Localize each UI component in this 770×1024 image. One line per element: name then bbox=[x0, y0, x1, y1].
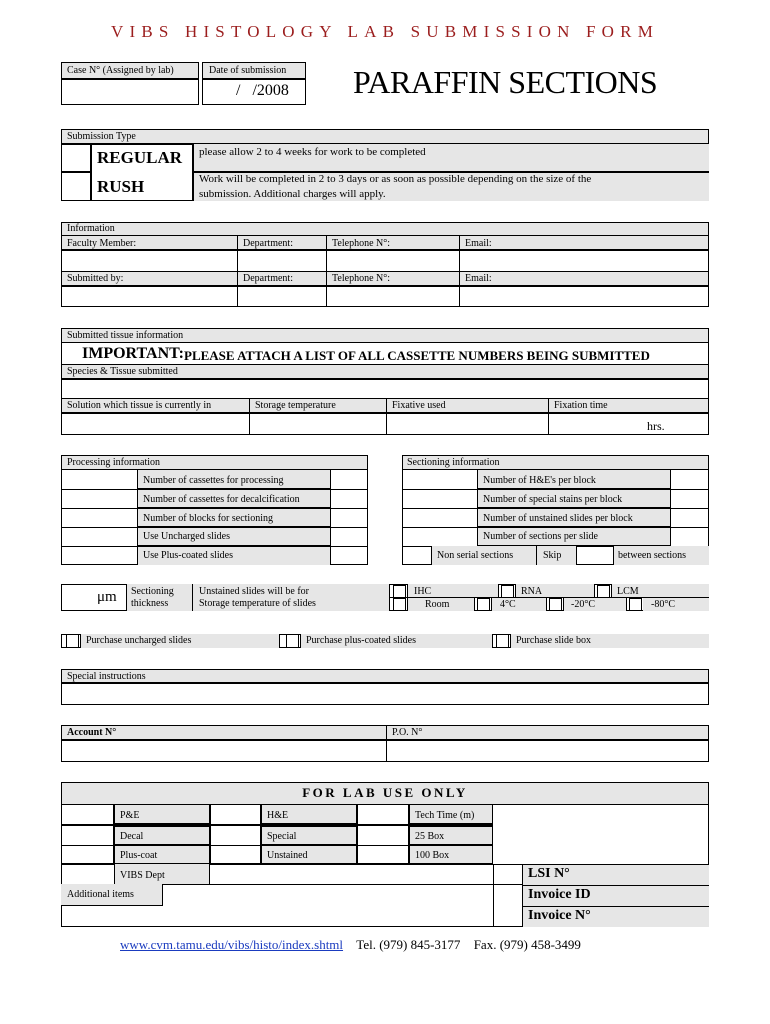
non-serial-label: Non serial sections bbox=[437, 550, 514, 561]
box25-label: 25 Box bbox=[415, 831, 445, 842]
lab-use-check-col bbox=[61, 805, 114, 864]
solution-label: Solution which tissue is currently in bbox=[67, 400, 212, 411]
case-label: Case N° (Assigned by lab) bbox=[67, 65, 174, 76]
lcm-label: LCM bbox=[617, 586, 639, 597]
divider bbox=[522, 906, 709, 907]
divider bbox=[402, 508, 709, 509]
room-label: Room bbox=[425, 599, 450, 610]
submitter-row-fields[interactable] bbox=[61, 286, 709, 307]
unstained-label: Unstained bbox=[267, 850, 308, 861]
purchase-uncharged-label: Purchase uncharged slides bbox=[86, 635, 192, 646]
website-link[interactable]: www.cvm.tamu.edu/vibs/histo/index.shtml bbox=[120, 937, 344, 952]
faculty-row-fields[interactable] bbox=[61, 250, 709, 272]
divider bbox=[402, 527, 709, 528]
he-label: H&E bbox=[267, 810, 289, 821]
4c-label: 4°C bbox=[500, 599, 516, 610]
processing-label: Processing information bbox=[67, 457, 161, 468]
case-number-field[interactable] bbox=[61, 79, 199, 105]
pe-label: P&E bbox=[120, 810, 140, 821]
divider bbox=[61, 527, 368, 528]
purchase-box-checkbox[interactable] bbox=[496, 634, 509, 648]
form-type-heading: PARAFFIN SECTIONS bbox=[353, 64, 658, 100]
minus80-checkbox[interactable] bbox=[629, 598, 642, 611]
regular-note: please allow 2 to 4 weeks for work to be completed bbox=[199, 146, 426, 158]
special-header bbox=[61, 669, 709, 683]
divider bbox=[459, 236, 460, 307]
divider bbox=[548, 399, 549, 435]
additional-label: Additional items bbox=[67, 889, 134, 900]
species-field[interactable] bbox=[61, 379, 709, 399]
rna-checkbox[interactable] bbox=[501, 585, 514, 598]
account-fields[interactable] bbox=[61, 740, 709, 762]
purchase-box-label: Purchase slide box bbox=[516, 635, 591, 646]
account-label: Account N° bbox=[67, 727, 117, 738]
processing-row-label: Number of cassettes for processing bbox=[143, 475, 284, 486]
rush-note-line-1: Work will be completed in 2 to 3 days or as soon as possible depending on the size of the bbox=[199, 173, 592, 185]
unstained-for-label: Unstained slides will be for bbox=[199, 586, 309, 597]
important-notice: PLEASE ATTACH A LIST OF ALL CASSETTE NUMBERS BEING SUBMITTED bbox=[184, 348, 650, 363]
purchase-plus-label: Purchase plus-coated slides bbox=[306, 635, 416, 646]
regular-checkbox[interactable] bbox=[61, 144, 91, 172]
rush-checkbox[interactable] bbox=[61, 172, 91, 201]
divider bbox=[237, 236, 238, 307]
vibs-label: VIBS Dept bbox=[120, 870, 165, 881]
processing-row-label: Use Uncharged slides bbox=[143, 531, 231, 542]
room-checkbox[interactable] bbox=[393, 598, 406, 611]
submission-type-label: Submission Type bbox=[67, 131, 136, 142]
divider bbox=[61, 845, 493, 846]
processing-row-label: Number of cassettes for decalcification bbox=[143, 494, 300, 505]
divider bbox=[61, 508, 368, 509]
fixation-fields[interactable] bbox=[61, 413, 709, 435]
divider bbox=[61, 905, 163, 906]
box100-label: 100 Box bbox=[415, 850, 450, 861]
email-label: Email: bbox=[465, 238, 492, 249]
plus-coat-label: Plus-coat bbox=[120, 850, 158, 861]
sectioning-row-label: Number of unstained slides per block bbox=[483, 513, 633, 524]
micron-unit: μm bbox=[97, 589, 117, 605]
lcm-checkbox[interactable] bbox=[597, 585, 610, 598]
hrs-unit: hrs. bbox=[647, 419, 665, 433]
special-instructions-field[interactable] bbox=[61, 683, 709, 705]
divider bbox=[522, 885, 709, 886]
footer bbox=[120, 937, 581, 953]
date-label: Date of submission bbox=[209, 65, 287, 76]
special-stain-label: Special bbox=[267, 831, 297, 842]
email-label: Email: bbox=[465, 273, 492, 284]
fixation-time-label: Fixation time bbox=[554, 400, 608, 411]
storage-label: Storage temperature bbox=[255, 400, 336, 411]
form-title: VIBS HISTOLOGY LAB SUBMISSION FORM bbox=[110, 22, 660, 41]
processing-row-label: Number of blocks for sectioning bbox=[143, 513, 273, 524]
rna-label: RNA bbox=[521, 586, 543, 597]
submission-type-header bbox=[61, 129, 709, 144]
storage-slides-label: Storage temperature of slides bbox=[199, 598, 316, 609]
divider bbox=[326, 236, 327, 307]
submitted-by-label: Submitted by: bbox=[67, 273, 124, 284]
rush-note-line-2: submission. Additional charges will apply. bbox=[199, 188, 386, 200]
thickness-label-2: thickness bbox=[131, 598, 169, 609]
divider bbox=[402, 489, 709, 490]
divider bbox=[249, 399, 250, 435]
faculty-label: Faculty Member: bbox=[67, 238, 137, 249]
lab-use-check-col bbox=[357, 805, 409, 864]
fax-number: Fax. (979) 458-3499 bbox=[473, 937, 581, 952]
information-label: Information bbox=[67, 223, 115, 234]
minus20-label: -20°C bbox=[571, 599, 595, 610]
special-label: Special instructions bbox=[67, 671, 146, 682]
telephone-number: Tel. (979) 845-3177 bbox=[356, 937, 461, 952]
thickness-label-1: Sectioning bbox=[131, 586, 174, 597]
telephone-label: Telephone N°: bbox=[332, 238, 391, 249]
regular-label: REGULAR bbox=[97, 148, 183, 167]
decal-label: Decal bbox=[120, 831, 144, 842]
purchase-plus-checkbox[interactable] bbox=[286, 634, 299, 648]
ihc-checkbox[interactable] bbox=[393, 585, 406, 598]
ihc-label: IHC bbox=[414, 586, 432, 597]
lab-use-check-col bbox=[210, 805, 261, 864]
invoice-id-label: Invoice ID bbox=[528, 887, 591, 902]
po-label: P.O. N° bbox=[392, 727, 423, 738]
lsi-label: LSI N° bbox=[528, 866, 570, 881]
skip-label: Skip bbox=[543, 550, 562, 561]
divider bbox=[386, 399, 387, 435]
information-header bbox=[61, 222, 709, 236]
department-label: Department: bbox=[243, 238, 293, 249]
rush-label: RUSH bbox=[97, 177, 145, 196]
important-lead: IMPORTANT: bbox=[82, 345, 184, 362]
processing-row-label: Use Plus-coated slides bbox=[143, 550, 233, 561]
sectioning-row-label: Number of sections per slide bbox=[483, 531, 598, 542]
sectioning-label: Sectioning information bbox=[407, 457, 500, 468]
fixative-label: Fixative used bbox=[392, 400, 446, 411]
between-label: between sections bbox=[618, 550, 687, 561]
lab-use-title: FOR LAB USE ONLY bbox=[302, 785, 468, 800]
purchase-uncharged-checkbox[interactable] bbox=[66, 634, 79, 648]
tissue-label: Submitted tissue information bbox=[67, 330, 184, 341]
account-header bbox=[61, 725, 709, 740]
divider bbox=[61, 824, 493, 826]
date-value: / /2008 bbox=[236, 82, 289, 99]
sectioning-row-label: Number of special stains per block bbox=[483, 494, 623, 505]
invoice-number-label: Invoice N° bbox=[528, 908, 591, 923]
department-label: Department: bbox=[243, 273, 293, 284]
tech-time-label: Tech Time (m) bbox=[415, 810, 475, 821]
minus20-checkbox[interactable] bbox=[549, 598, 562, 611]
4c-checkbox[interactable] bbox=[477, 598, 490, 611]
sectioning-row-label: Number of H&E's per block bbox=[483, 475, 596, 486]
divider bbox=[61, 489, 368, 490]
divider bbox=[493, 864, 494, 927]
divider bbox=[61, 546, 368, 547]
telephone-label: Telephone N°: bbox=[332, 273, 391, 284]
species-label: Species & Tissue submitted bbox=[67, 366, 178, 377]
minus80-label: -80°C bbox=[651, 599, 675, 610]
